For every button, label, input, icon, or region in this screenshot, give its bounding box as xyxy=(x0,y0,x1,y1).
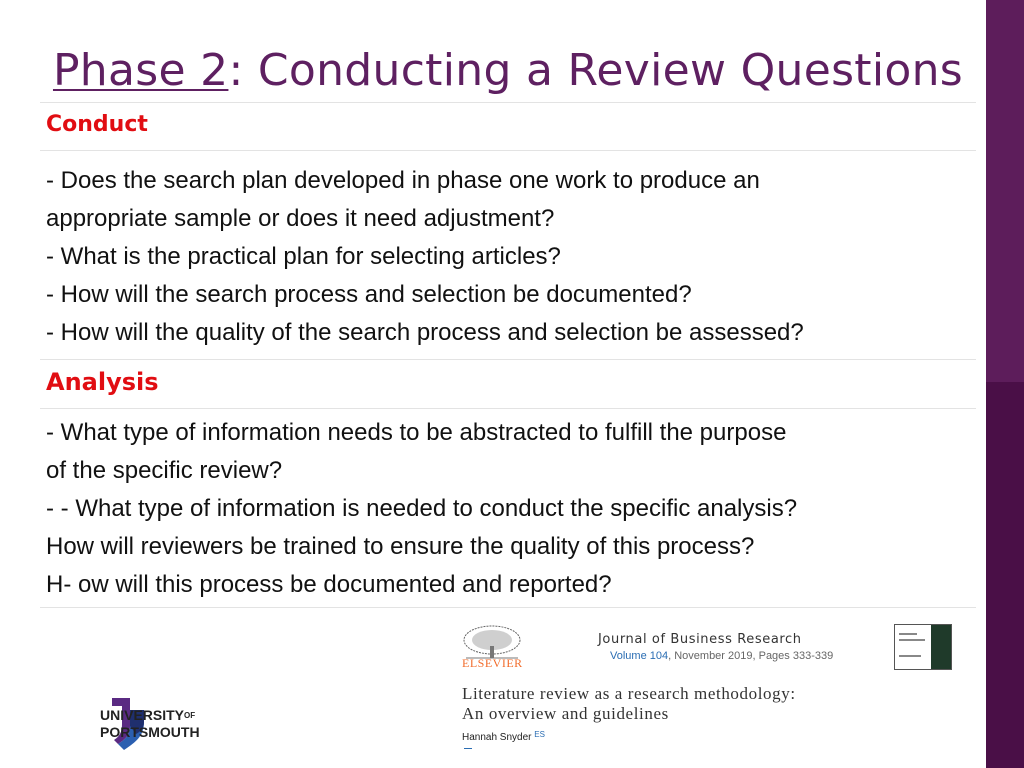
journal-cover-icon xyxy=(894,624,952,670)
question-line: H- ow will this process be documented and reported? xyxy=(46,571,612,598)
sidebar-accent-bottom xyxy=(986,382,1024,768)
sidebar-accent-top xyxy=(986,0,1024,382)
publisher-name: ELSEVIER xyxy=(462,656,523,670)
table-rule xyxy=(40,102,976,103)
title-rest: : Conducting a Review Questions xyxy=(228,45,964,96)
article-title-line1: Literature review as a research methodology: xyxy=(462,684,796,703)
question-line: appropriate sample or does it need adjustment? xyxy=(46,205,555,232)
journal-name: Journal of Business Research xyxy=(598,632,802,647)
author-badge: ES xyxy=(534,730,545,739)
question-line: - How will the quality of the search process and selection be assessed? xyxy=(46,319,804,346)
question-line: - How will the search process and selection be documented? xyxy=(46,281,692,308)
table-rule xyxy=(40,408,976,409)
logo-line1: UNIVERSITY xyxy=(100,707,185,723)
analysis-questions xyxy=(46,414,976,604)
article-title-line2: An overview and guidelines xyxy=(462,704,669,723)
journal-volume xyxy=(610,650,833,662)
author-name[interactable]: Hannah Snyder xyxy=(462,732,532,743)
article-author xyxy=(462,730,545,743)
question-line: - What type of information needs to be abstracted to fulfill the purpose xyxy=(46,419,787,446)
logo-line2: PORTSMOUTH xyxy=(100,724,200,740)
conduct-heading: Conduct xyxy=(46,112,148,137)
question-line: - - What type of information is needed to conduct the specific analysis? xyxy=(46,495,798,522)
university-logo-text xyxy=(100,707,200,740)
question-line: How will reviewers be trained to ensure the quality of this process? xyxy=(46,533,755,560)
question-line: of the specific review? xyxy=(46,457,283,484)
analysis-heading: Analysis xyxy=(46,368,159,396)
table-rule xyxy=(40,359,976,360)
article-reference xyxy=(460,620,954,768)
article-title xyxy=(462,684,796,724)
question-line: - Does the search plan developed in phase one work to produce an xyxy=(46,167,760,194)
volume-details: , November 2019, Pages 333-339 xyxy=(668,650,834,662)
question-line: - What is the practical plan for selecting articles? xyxy=(46,243,561,270)
slide-title xyxy=(40,46,976,96)
volume-link[interactable]: Volume 104 xyxy=(610,650,669,662)
table-rule xyxy=(40,150,976,151)
logo-of: OF xyxy=(184,711,196,720)
title-phase: Phase 2 xyxy=(52,45,229,96)
divider xyxy=(464,748,472,749)
conduct-questions xyxy=(46,162,976,352)
table-rule xyxy=(40,607,976,608)
